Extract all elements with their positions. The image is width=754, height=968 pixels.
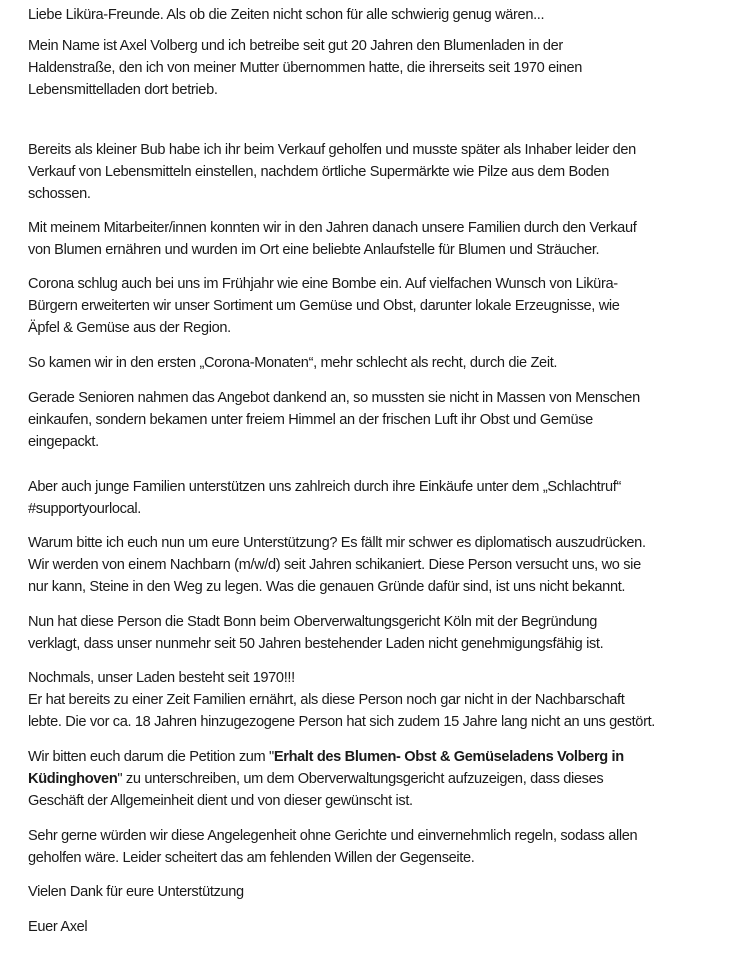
paragraph-since-1970-line: lebte. Die vor ca. 18 Jahren hinzugezogene Person hat sich zudem 15 Jahre lang nicht an uns gestört.	[28, 714, 655, 730]
paragraph-history-line: Verkauf von Lebensmitteln einstellen, nachdem örtliche Supermärkte wie Pilze aus dem Boden	[28, 164, 609, 180]
petition-title: Erhalt des Blumen- Obst & Gemüseladens Volberg in	[273, 749, 624, 765]
paragraph-seniors-line: eingepackt.	[28, 434, 99, 450]
signature-line: Euer Axel	[28, 919, 88, 935]
paragraph-support-line: nur kann, Steine in den Weg zu legen. Was die genauen Gründe dafür sind, ist uns nicht bekannt.	[28, 579, 626, 595]
paragraph-petition-line	[28, 768, 603, 790]
thanks-line: Vielen Dank für eure Unterstützung	[28, 884, 244, 900]
paragraph-intro-line: Mein Name ist Axel Volberg und ich betreibe seit gut 20 Jahren den Blumenladen in der	[28, 38, 563, 54]
greeting-line: Liebe Likür﻿a-Freunde. Als ob die Zeiten nicht schon für alle schwierig genug wären...	[28, 7, 545, 23]
paragraph-families-line: Aber auch junge Familien unterstützen uns zahlreich durch ihre Einkäufe unter dem „Schlachtruf“	[28, 479, 621, 495]
paragraph-families-line: #supportyourlocal.	[28, 501, 141, 517]
petition-title: Küdinghoven	[28, 771, 118, 787]
paragraph-petition-line	[28, 746, 624, 768]
paragraph-history-line: schossen.	[28, 186, 91, 202]
petition-text: " zu unterschreiben, um dem Oberverwaltungsgericht aufzuzeigen, dass dieses	[117, 771, 604, 787]
petition-text: Wir bitten euch darum die Petition zum "	[28, 749, 274, 765]
paragraph-employees-line: von Blumen ernähren und wurden im Ort eine beliebte Anlaufstelle für Blumen und Sträucher.	[28, 242, 600, 258]
paragraph-intro-line: Haldenstraße, den ich von meiner Mutter übernommen hatte, die ihrerseits seit 1970 einen	[28, 60, 583, 76]
paragraph-agreement-line: geholfen wäre. Leider scheitert das am fehlenden Willen der Gegenseite.	[28, 850, 475, 866]
paragraph-corona-line: Bürgern erweiterten wir unser Sortiment um Gemüse und Obst, darunter lokale Erzeugnisse, wie	[28, 298, 620, 314]
paragraph-corona-line: Corona schlug auch bei uns im Frühjahr wie eine Bombe ein. Auf vielfachen Wunsch von Likür﻿a-	[28, 276, 618, 292]
paragraph-history-line: Bereits als kleiner Bub habe ich ihr beim Verkauf geholfen und musste später als Inhaber leider den	[28, 142, 636, 158]
paragraph-petition-line: Geschäft der Allgemeinheit dient und von dieser gewünscht ist.	[28, 793, 413, 809]
paragraph-corona-line: Äpfel & Gemüse aus der Region.	[28, 320, 231, 336]
paragraph-support-line: Warum bitte ich euch nun um eure Unterstützung? Es fällt mir schwer es diplomatisch auszudrücken.	[28, 535, 646, 551]
paragraph-agreement-line: Sehr gerne würden wir diese Angelegenheit ohne Gerichte und einvernehmlich regeln, sodass allen	[28, 828, 638, 844]
paragraph-since-1970-line: Nochmals, unser Laden besteht seit 1970!!!	[28, 670, 295, 686]
paragraph-intro-line: Lebensmittelladen dort betrieb.	[28, 82, 218, 98]
paragraph-employees-line: Mit meinem Mitarbeiter/innen konnten wir in den Jahren danach unsere Familien durch den Verkauf	[28, 220, 637, 236]
paragraph-corona-months-line: So kamen wir in den ersten „Corona-Monaten“, mehr schlecht als recht, durch die Zeit.	[28, 355, 558, 371]
paragraph-lawsuit-line: verklagt, dass unser nunmehr seit 50 Jahren bestehender Laden nicht genehmigungsfähig ist.	[28, 636, 604, 652]
paragraph-seniors-line: einkaufen, sondern bekamen unter freiem Himmel an der frischen Luft ihr Obst und Gemüse	[28, 412, 593, 428]
paragraph-lawsuit-line: Nun hat diese Person die Stadt Bonn beim Oberverwaltungsgericht Köln mit der Begründung	[28, 614, 598, 630]
paragraph-since-1970-line: Er hat bereits zu einer Zeit Familien ernährt, als diese Person noch gar nicht in der Nachbarschaft	[28, 692, 625, 708]
paragraph-seniors-line: Gerade Senioren nahmen das Angebot dankend an, so mussten sie nicht in Massen von Menschen	[28, 390, 640, 406]
paragraph-support-line: Wir werden von einem Nachbarn (m/w/d) seit Jahren schikaniert. Diese Person versucht uns, wo sie	[28, 557, 641, 573]
